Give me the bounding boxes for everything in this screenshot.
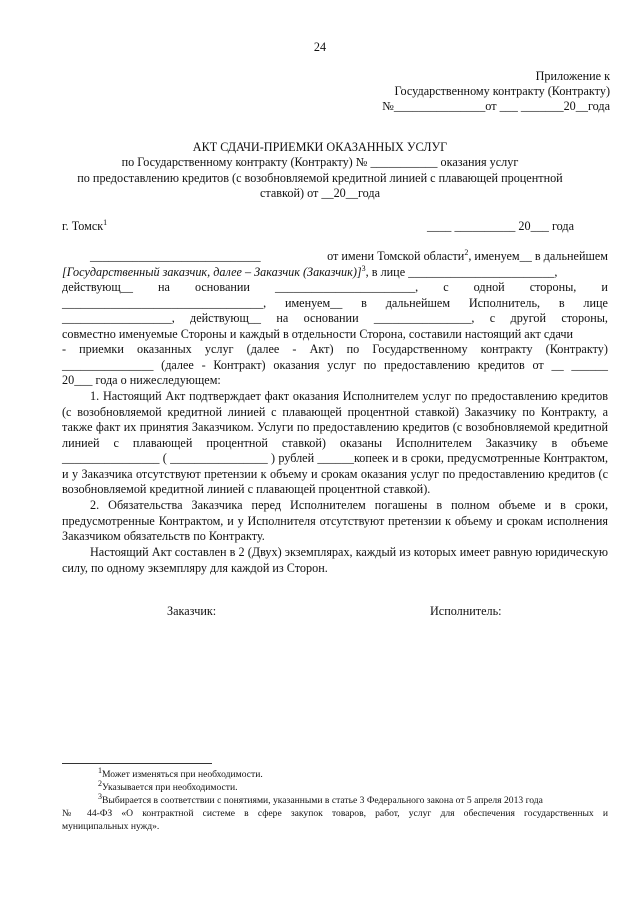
title-subline-3: ставкой) от __20__года [260,186,380,200]
city: г. Томск$^1$ [62,217,108,233]
para1-line-6: совместно именуемые Стороны и каждый в отдельности Сторона, составили настоящий акт сдачи [62,327,574,341]
date-line: ____ __________ 20___ года [427,219,574,233]
item-2-paragraph: 2. Обязательства Заказчика перед Исполнителем погашены в полном объеме и в сроки, предусмотренные Контрактом, и у Исполнителя отсутствуют претензии к объему и срокам исполнения Заказчиком обязательств по Контракту. [62,498,608,543]
para1-line-2: [Государственный заказчик, далее – Заказчик (Заказчик)]$^3$, в лице ________________________, [62,263,558,279]
appendix-line-3: №_______________от ___ _______20__года [382,99,610,113]
footnote-2: $^2$Указывается при необходимости. [98,778,238,793]
item-1-paragraph: 1. Настоящий Акт подтверждает факт оказания Исполнителем услуг по предоставлению кредитов (с возобновляемой кредитной линией с плавающей процентной ставкой) Заказчику по Контракту, а также факт их принятия Заказчиком. Услуги по предоставлению кредитов (с возобновляемой кредитной линией с плавающей процентной ставкой) оказаны Исполнителем Заказчику в объеме ________________ ( ________________ ) рублей ______копеек и в сроки, предусмотренные Контрактом, и у Заказчика отсутствуют претензии к объему и срокам оказания услуг по предоставлению кредитов (с возобновляемой кредитной линией с плавающей процентной ставкой). [62,389,608,496]
page-number: 24 [313,40,327,54]
footnote-3-line-1: $^3$Выбирается в соответствии с понятиями, указанными в статье 3 Федерального закона от 5 апреля 2013 года [98,791,543,806]
footnote-3-line-2: № 44-ФЗ «О контрактной системе в сфере закупок товаров, работ, услуг для обеспечения государственных и [62,808,608,819]
footnote-3-line-3: муниципальных нужд». [62,821,160,832]
footnote-separator [62,763,212,764]
contractor-signature-label: Исполнитель: [430,604,502,618]
closing-paragraph: Настоящий Акт составлен в 2 (Двух) экземплярах, каждый из которых имеет равную юридическую силу, по одному экземпляру для каждой из Сторон. [62,545,608,575]
title-subline-2: по предоставлению кредитов (с возобновляемой кредитной линией с плавающей процентной [77,171,563,185]
footnote-1: $^1$Может изменяться при необходимости. [98,765,263,780]
para1-line-5: __________________, действующ__ на основании ________________, с другой стороны, [62,311,608,325]
appendix-line-1: Приложение к [535,69,610,83]
para1-line-3: действующ__ на основании _______________________, с одной стороны, и [62,280,608,294]
para1-line-7: - приемки оказанных услуг (далее - Акт) по Государственному контракту (Контракту) [62,342,608,356]
para1-line-9: 20___ года о нижеследующем: [62,373,221,387]
title-subline-1: по Государственному контракту (Контракту) № ___________ оказания услуг [121,155,519,169]
customer-signature-label: Заказчик: [167,604,217,618]
para1-line-1: ____________________________ от имени Томской области$^2$, именуем__ в дальнейшем [90,247,608,263]
para1-line-4: _________________________________, именуем__ в дальнейшем Исполнитель, в лице [62,296,608,310]
para1-line-8: _______________ (далее - Контракт) оказания услуг по предоставлению кредитов от __ ______ [62,358,608,372]
appendix-line-2: Государственному контракту (Контракту) [394,84,610,98]
document-title: АКТ СДАЧИ-ПРИЕМКИ ОКАЗАННЫХ УСЛУГ [192,140,448,154]
